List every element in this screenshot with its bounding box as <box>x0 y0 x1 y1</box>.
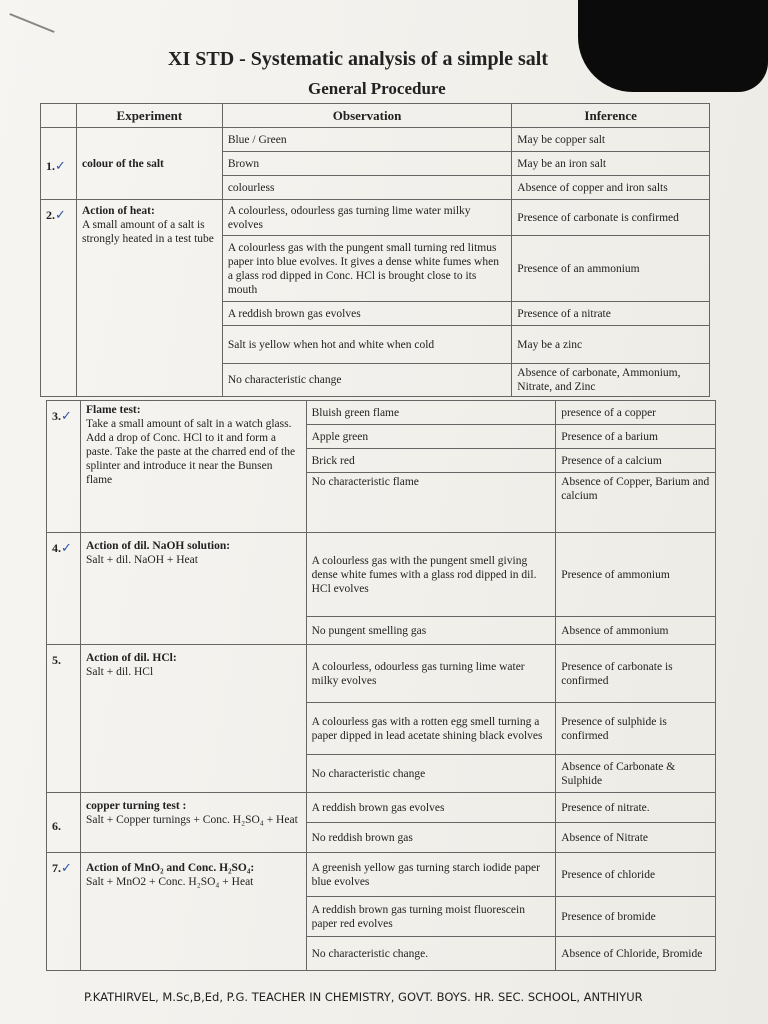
exp1-obs-2: Brown <box>222 152 511 176</box>
exp3-inf-4: Absence of Copper, Barium and calcium <box>556 473 716 533</box>
exp2-inf-4: May be a zinc <box>512 326 710 364</box>
procedure-table-part1 <box>40 103 710 397</box>
exp2-number: 2. <box>46 208 55 222</box>
table-header-row <box>41 104 710 128</box>
exp4-inf-2: Absence of ammonium <box>556 617 716 645</box>
exp2-description-cell <box>76 200 222 397</box>
exp1-inf-3: Absence of copper and iron salts <box>512 176 710 200</box>
exp3-obs-3: Brick red <box>306 449 556 473</box>
exp1-obs-1: Blue / Green <box>222 128 511 152</box>
exp2-inf-5: Absence of carbonate, Ammonium, Nitrate, and Zinc <box>512 364 710 397</box>
table-row <box>41 200 710 236</box>
table-row <box>47 533 716 617</box>
exp4-number: 4. <box>52 541 61 555</box>
procedure-table-part2 <box>46 400 716 971</box>
exp2-inf-1: Presence of carbonate is confirmed <box>512 200 710 236</box>
exp4-description-cell <box>80 533 306 645</box>
exp4-desc: Salt + dil. NaOH + Heat <box>85 554 198 566</box>
exp7-obs-3: No characteristic change. <box>306 937 556 971</box>
exp7-number-cell <box>47 853 81 971</box>
exp6-description-cell <box>80 793 306 853</box>
footer-author-line: P.KATHIRVEL, M.Sc,B,Ed, P.G. TEACHER IN CHEMISTRY, GOVT. BOYS. HR. SEC. SCHOOL, ANTHIYUR <box>84 990 643 1004</box>
exp3-number-cell <box>47 401 81 533</box>
table-row <box>41 128 710 152</box>
exp2-desc: A small amount of a salt is strongly heated in a test tube <box>81 219 214 245</box>
exp3-obs-4: No characteristic flame <box>306 473 556 533</box>
exp3-description-cell <box>80 401 306 533</box>
tick-mark: ✓ <box>55 159 66 174</box>
exp5-number-cell <box>47 645 81 793</box>
exp7-desc: Salt + MnO2 + Conc. H₂SO₄ + Heat <box>85 876 254 888</box>
exp5-obs-2: A colourless gas with a rotten egg smell turning a paper dipped in lead acetate shining black evolves <box>306 703 556 755</box>
exp7-title: Action of MnO₂ and Conc. H₂SO₄: <box>85 862 255 874</box>
exp6-obs-1: A reddish brown gas evolves <box>306 793 556 823</box>
exp6-title: copper turning test : <box>85 800 187 812</box>
tick-mark: ✓ <box>55 208 66 223</box>
exp5-title: Action of dil. HCl: <box>85 652 177 664</box>
exp6-desc: Salt + Copper turnings + Conc. H₂SO₄ + Heat <box>85 814 298 826</box>
table-row <box>47 853 716 897</box>
exp5-description-cell <box>80 645 306 793</box>
exp4-obs-1: A colourless gas with the pungent smell giving dense white fumes with a glass rod dipped in dil. HCl evolves <box>306 533 556 617</box>
exp5-obs-1: A colourless, odourless gas turning lime water milky evolves <box>306 645 556 703</box>
exp1-inf-2: May be an iron salt <box>512 152 710 176</box>
tick-mark: ✓ <box>61 541 72 556</box>
exp5-number: 5. <box>52 653 61 667</box>
exp3-obs-2: Apple green <box>306 425 556 449</box>
table-row <box>47 793 716 823</box>
exp4-number-cell <box>47 533 81 645</box>
exp6-obs-2: No reddish brown gas <box>306 823 556 853</box>
exp7-obs-2: A reddish brown gas turning moist fluorescein paper red evolves <box>306 897 556 937</box>
header-experiment: Experiment <box>76 104 222 128</box>
exp3-inf-3: Presence of a calcium <box>556 449 716 473</box>
exp7-number: 7. <box>52 861 61 875</box>
exp6-number: 6. <box>52 818 61 833</box>
exp3-number: 3. <box>52 409 61 423</box>
exp7-obs-1: A greenish yellow gas turning starch iodide paper blue evolves <box>306 853 556 897</box>
exp5-inf-1: Presence of carbonate is confirmed <box>556 645 716 703</box>
exp6-inf-2: Absence of Nitrate <box>556 823 716 853</box>
exp5-inf-3: Absence of Carbonate & Sulphide <box>556 755 716 793</box>
exp2-obs-3: A reddish brown gas evolves <box>222 302 511 326</box>
exp3-inf-2: Presence of a barium <box>556 425 716 449</box>
table-row <box>47 645 716 703</box>
exp1-title: colour of the salt <box>76 128 222 200</box>
exp4-title: Action of dil. NaOH solution: <box>85 540 231 552</box>
exp1-obs-3: colourless <box>222 176 511 200</box>
exp1-inf-1: May be copper salt <box>512 128 710 152</box>
exp1-number: 1. <box>46 159 55 173</box>
exp3-desc: Take a small amount of salt in a watch glass. Add a drop of Conc. HCl to it and form a paste. Take the paste at the charred end of the splinter and introduce it near the Bunsen flame <box>85 418 296 486</box>
exp6-inf-1: Presence of nitrate. <box>556 793 716 823</box>
exp2-number-cell <box>41 200 77 397</box>
exp7-inf-2: Presence of bromide <box>556 897 716 937</box>
exp7-inf-1: Presence of chloride <box>556 853 716 897</box>
header-inference: Inference <box>512 104 710 128</box>
exp4-obs-2: No pungent smelling gas <box>306 617 556 645</box>
exp3-title: Flame test: <box>85 404 141 416</box>
exp2-obs-5: No characteristic change <box>222 364 511 397</box>
header-observation: Observation <box>222 104 511 128</box>
exp5-desc: Salt + dil. HCl <box>85 666 154 678</box>
page-subtitle: General Procedure <box>308 79 446 98</box>
exp2-obs-1: A colourless, odourless gas turning lime water milky evolves <box>222 200 511 236</box>
exp4-inf-1: Presence of ammonium <box>556 533 716 617</box>
header-num-cell <box>41 104 77 128</box>
exp6-number-cell <box>47 793 81 853</box>
exp3-inf-1: presence of a copper <box>556 401 716 425</box>
exp5-obs-3: No characteristic change <box>306 755 556 793</box>
tick-mark: ✓ <box>61 409 72 424</box>
exp1-number-cell <box>41 128 77 200</box>
exp2-inf-3: Presence of a nitrate <box>512 302 710 326</box>
exp2-title: Action of heat: <box>81 205 155 217</box>
exp5-inf-2: Presence of sulphide is confirmed <box>556 703 716 755</box>
exp2-inf-2: Presence of an ammonium <box>512 236 710 302</box>
exp7-description-cell <box>80 853 306 971</box>
page-title: XI STD - Systematic analysis of a simple salt <box>168 48 549 70</box>
redaction-blackout <box>578 0 768 92</box>
tick-mark: ✓ <box>61 861 72 876</box>
exp7-inf-3: Absence of Chloride, Bromide <box>556 937 716 971</box>
table-row <box>47 401 716 425</box>
exp2-obs-2: A colourless gas with the pungent small turning red litmus paper into blue evolves. It gives a dense white fumes when a glass rod dipped in Conc. HCl is brought close to its mouth <box>222 236 511 302</box>
exp3-obs-1: Bluish green flame <box>306 401 556 425</box>
exp2-obs-4: Salt is yellow when hot and white when cold <box>222 326 511 364</box>
